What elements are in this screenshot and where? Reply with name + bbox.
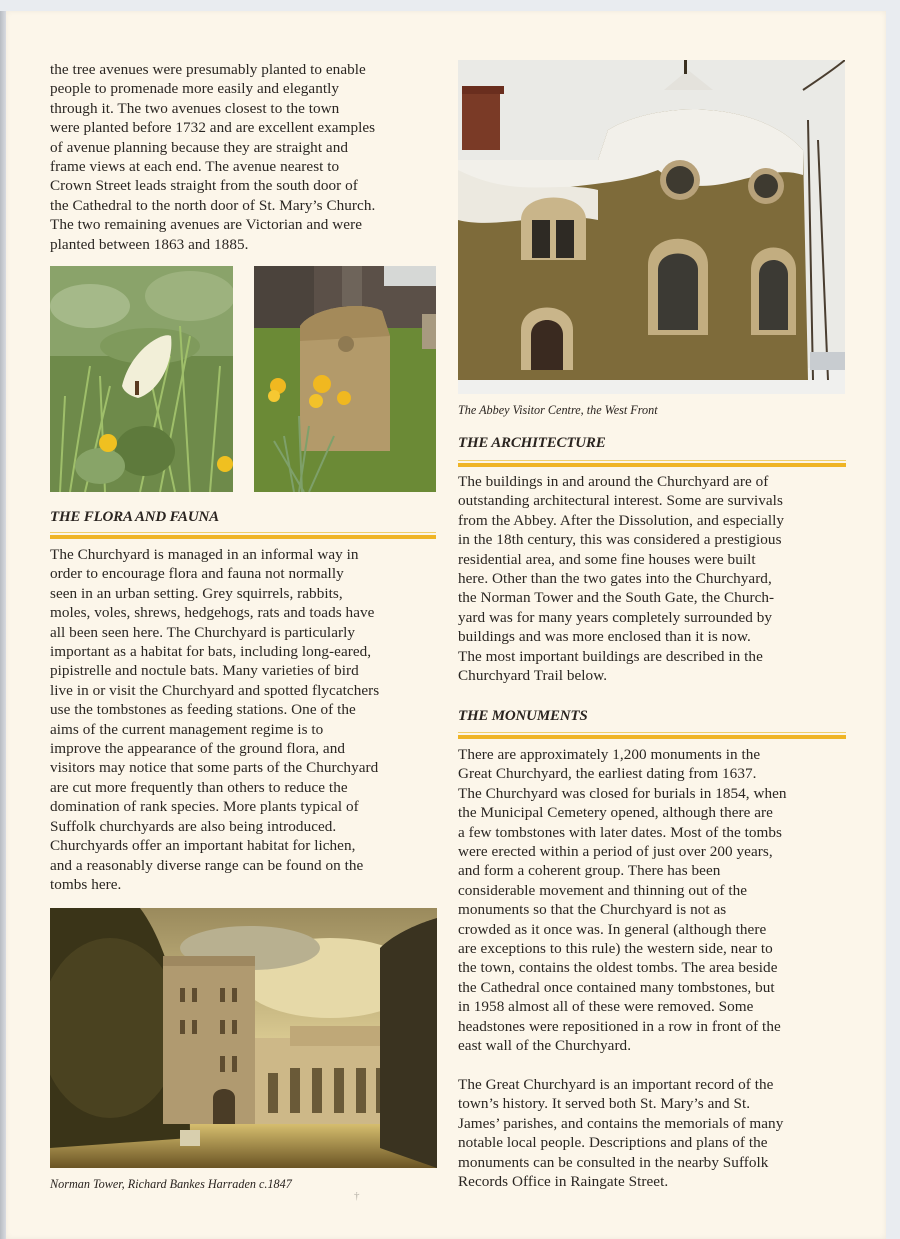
architecture-paragraph: The buildings in and around the Churchyard are of outstanding architectural interest. Some are survivals from the Abbey. After the Dissolution, and especially in the 18th century, this was considered a prestigious residential area, and some fine houses were built here. Other than the two gates into the Churchyard, the Norman Tower and the South Gate, the Church- yard was for many years completely surrounded by buildings and was more enclosed than it is now. The most important buildings are described in the Churchyard Trail below. [458, 473, 785, 685]
flora-paragraph: The Churchyard is managed in an informal way in order to encourage flora and fauna not normally seen in an urban setting. Grey squirrels, rabbits, moles, voles, shrews, hedgehogs, rats and toads have all been seen here. The Churchyard is particularly important as a habitat for bats, including long-eared, pipistrelle and noctule bats. Many varieties of bird live in or visit the Churchyard and spotted flycatchers use the tombstones as feeding stations. One of the aims of the current management regime is to improve the appearance of the ground flora, and visitors may notice that some parts of the Churchyard are cut more frequently than others to reduce the domination of rank species. More plants typical of Suffolk churchyards are also being introduced. Churchyards offer an important habitat for lichen, and a reasonably diverse range can be found on the tombs here. [50, 546, 380, 893]
abbey-visitor-centre-photo [458, 60, 845, 394]
print-mark: † [354, 1190, 360, 1202]
flora-heading: THE FLORA AND FAUNA [50, 509, 219, 525]
architecture-heading-rule [458, 460, 846, 467]
arum-lily-photo [50, 266, 233, 492]
photo-caption: The Abbey Visitor Centre, the West Front [458, 403, 658, 417]
flora-heading-rule [50, 532, 436, 539]
architecture-heading: THE ARCHITECTURE [458, 435, 606, 451]
monuments-heading: THE MONUMENTS [458, 708, 588, 724]
intro-paragraph: the tree avenues were presumably planted to enable people to promenade more easily and elegantly through it. The two avenues closest to the town were planted before 1732 and are excellent examples of avenue planning because they are straight and frame views at each end. The avenue nearest to Crown Street leads straight from the south door of the Cathedral to the north door of St. Mary’s Church. The two remaining avenues are Victorian and were planted between 1863 and 1885. [50, 61, 376, 253]
painting-caption: Norman Tower, Richard Bankes Harraden c.1847 [50, 1177, 292, 1191]
monuments-paragraph-1: There are approximately 1,200 monuments in the Great Churchyard, the earliest dating from 1637. The Churchyard was closed for burials in 1854, when the Municipal Cemetery opened, although there are a few tombstones with later dates. Most of the tombs were erected within a period of just over 200 years, and form a coherent group. There has been considerable movement and thinning out of the monuments so that the Churchyard is not as crowded as it once was. In general (although there are exceptions to this rule) the western side, near to the town, contains the oldest tombs. The area beside the Cathedral once contained many tombstones, but in 1958 almost all of these were removed. Some headstones were repositioned in a row in front of the east wall of the Churchyard. [458, 746, 787, 1055]
tombstone-daffodils-photo [254, 266, 436, 492]
monuments-heading-rule [458, 732, 846, 739]
norman-tower-painting [50, 908, 437, 1168]
monuments-paragraph-2: The Great Churchyard is an important record of the town’s history. It served both St. Mary’s and St. James’ parishes, and contains the memorials of many notable local people. Descriptions and plans of the monuments can be consulted in the nearby Suffolk Records Office in Raingate Street. [458, 1076, 784, 1191]
